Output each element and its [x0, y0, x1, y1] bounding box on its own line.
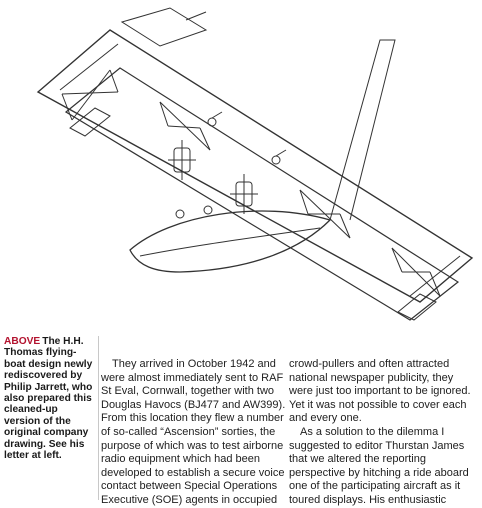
column2-line: As a solution to the dilemma I — [300, 425, 445, 438]
article-column-1 — [101, 358, 286, 508]
column1-line: purpose of which was to test airborne — [101, 439, 284, 452]
column2-line: one of the participating aircraft as it — [289, 480, 461, 493]
column2-line: were just too important to be ignored. — [289, 385, 471, 398]
column1-line: developed to establish a secure voice — [101, 466, 285, 479]
column2-line: and every one. — [289, 412, 362, 425]
column2-line: national newspaper publicity, they — [289, 371, 454, 384]
caption-divider — [98, 336, 99, 500]
column2-line: crowd-pullers and often attracted — [289, 358, 450, 370]
column1-line: radio equipment which had been — [101, 453, 261, 466]
column2-line: that we altered the reporting — [289, 453, 426, 466]
column2-line: toured displays. His enthusiastic — [289, 493, 447, 506]
column2-line: perspective by hitching a ride aboard — [289, 466, 469, 479]
column2-line: suggested to editor Thurstan James — [289, 439, 465, 452]
caption-text: The H.H. Thomas flying-boat design newly rediscovered by Philip Jarrett, who also prepared this cleaned-up version of the original company drawing. See his letter at left. — [4, 336, 93, 462]
column1-line: Executive (SOE) agents in occupied — [101, 493, 278, 506]
column1-line: From this location they flew a number — [101, 412, 284, 425]
column1-line: were almost immediately sent to RAF — [101, 371, 284, 384]
figure-caption — [4, 336, 96, 461]
column1-line: contact between Special Operations — [101, 480, 278, 493]
column2-line: Yet it was not possible to cover each — [289, 398, 467, 411]
article-column-2 — [289, 358, 479, 508]
column1-line: of so-called “Ascension” sorties, the — [101, 425, 276, 438]
column1-line: They arrived in October 1942 and — [112, 358, 276, 370]
column1-line: Douglas Havocs (BJ477 and AW399). — [101, 398, 286, 411]
column1-line: St Eval, Cornwall, together with two — [101, 385, 275, 398]
caption-lead: ABOVE — [4, 336, 41, 347]
